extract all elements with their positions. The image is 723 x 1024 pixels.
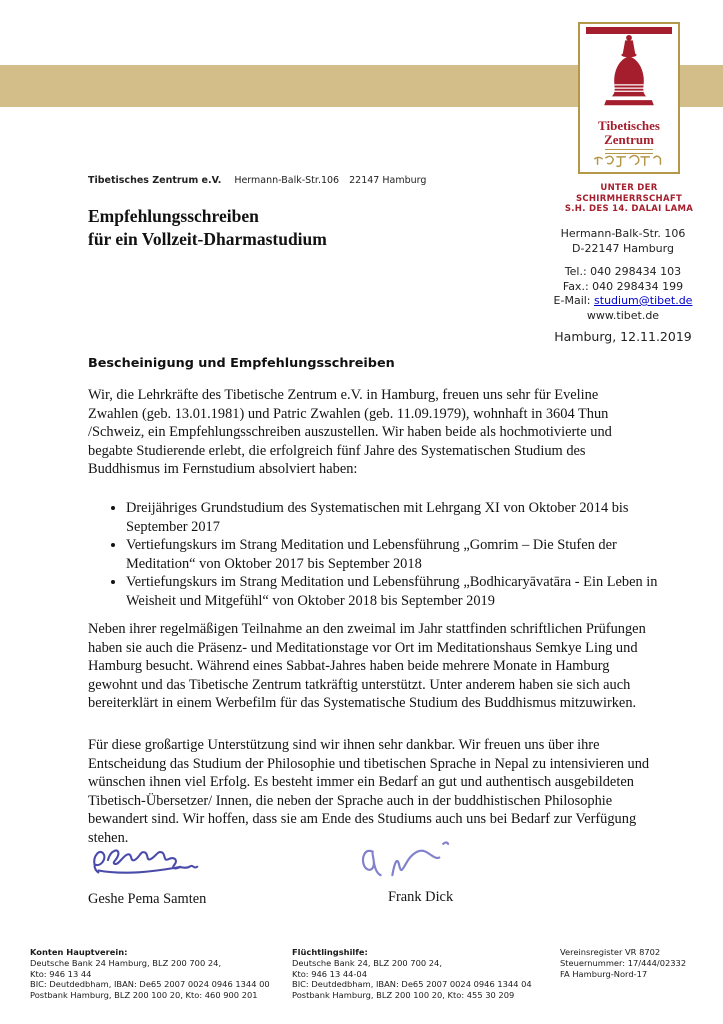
footer-registry-info — [560, 947, 715, 979]
footer-line: BIC: Deutdedbham, IBAN: De65 2007 0024 0946 1344 00 — [30, 979, 270, 990]
tibetan-script-ornament — [592, 154, 666, 169]
logo-org-name-line2: Zentrum — [604, 131, 654, 147]
signature-ink-pema-samten — [84, 842, 204, 880]
footer-accounts-refugee-aid — [292, 947, 547, 1001]
letter-title-line2: für ein Vollzeit-Dharmastudium — [88, 229, 327, 249]
patronage-note — [553, 183, 705, 215]
contact-fax: Fax.: 040 298434 199 — [562, 279, 684, 293]
footer-line: Deutsche Bank 24, BLZ 200 700 24, — [292, 957, 442, 968]
signatory-name: Frank Dick — [388, 889, 454, 905]
email-label: E-Mail: — [553, 294, 591, 307]
course-list-item: • Vertiefungskurs im Strang Meditation und Lebensführung „Gomrim – Die Stufen der Meditation“ von Oktober 2017 bis September 2018 — [126, 536, 666, 573]
footer-line: Kto: 946 13 44-04 — [292, 968, 367, 979]
letter-title-line1: Empfehlungsschreiben — [88, 206, 259, 226]
footer-line: Kto: 946 13 44 — [30, 968, 92, 979]
patronage-line2: SCHIRMHERRSCHAFT — [575, 193, 683, 204]
signatory-name: Geshe Pema Samten — [88, 891, 207, 907]
date-line: Hamburg, 12.11.2019 — [554, 329, 692, 344]
contact-email-row — [536, 294, 710, 309]
footer-line: Vereinsregister VR 8702 — [560, 947, 661, 957]
paragraph-closing: Für diese großartige Unterstützung sind wir ihnen sehr dankbar. Wir freuen uns über ihre Entscheidung das Studium der Philosophie und tibetischen Sprache in Nepal zu intensivieren und wünschen ihnen viel Erfolg. Es besteht immer ein Bedarf an gut und authentisch ausgebildeten Tibetisch-Übersetzer/ Innen, die neben der Sprache auch in der buddhistischen Philosophie bewandert sind. Wir hoffen, dass sie am Ende des Studiums auch uns bei Bedarf zur Verfügung stehen. — [88, 737, 650, 846]
footer-line: Steuernummer: 17/444/02332 — [560, 957, 687, 968]
logo-org-name — [598, 119, 660, 146]
email-link[interactable]: studium@tibet.de — [594, 294, 693, 307]
sender-return-address — [88, 175, 426, 186]
contact-tel: Tel.: 040 298434 103 — [564, 265, 682, 278]
signature-right — [356, 838, 461, 906]
stupa-bell-icon — [597, 34, 661, 118]
footer-line: Deutsche Bank 24 Hamburg, BLZ 200 700 24, — [30, 957, 222, 968]
letter-subject: Bescheinigung und Empfehlungsschreiben — [88, 356, 395, 371]
paragraph-participation: Neben ihrer regelmäßigen Teilnahme an den zweimal im Jahr stattfinden schriftlichen Prüfungen haben sie auch die Präsenz- und Meditationstage vor Ort im Meditationshaus Semkye Ling und Hamburg besucht. Während eines Sabbat-Jahres haben beide mehrere Monate in Hamburg gewohnt und das Tibetische Zentrum tatkräftig unterstützt. Unter anderem haben sie sich auch bereiterklärt in einem Werbefilm für das Systematische Studium des Buddhismus mitzuwirken. — [88, 621, 646, 711]
signature-ink-frank-dick — [356, 838, 461, 882]
contact-block — [536, 227, 710, 345]
patronage-line3: S.H. DES 14. DALAI LAMA — [564, 204, 694, 214]
footer-heading: Flüchtlingshilfe: — [292, 947, 368, 957]
footer-line: Postbank Hamburg, BLZ 200 100 20, Kto: 455 30 209 — [292, 990, 515, 1001]
spacer — [536, 256, 710, 265]
footer-line: FA Hamburg-Nord-17 — [560, 968, 648, 979]
paragraph-intro: Wir, die Lehrkräfte des Tibetische Zentrum e.V. in Hamburg, freuen uns sehr für Eveline Zwahlen (geb. 13.01.1981) und Patric Zwahlen (geb. 11.09.1979), wohnhaft in 3604 Thun /Schweiz, ein Empfehlungsschreiben auszustellen. Wir haben beide als hochmotivierte und begabte Studierende erlebt, die erfolgreich fünf Jahre des Systematischen Studium des Buddhismus im Fernstudium absolviert haben: — [88, 387, 612, 477]
sender-city: 22147 Hamburg — [349, 175, 427, 186]
footer-heading: Konten Hauptverein: — [30, 947, 128, 957]
letter-title — [88, 205, 327, 251]
logo-org-name-line1: Tibetisches — [598, 118, 660, 133]
sender-org: Tibetisches Zentrum e.V. — [88, 175, 222, 186]
contact-city: D-22147 Hamburg — [572, 241, 674, 255]
contact-web: www.tibet.de — [586, 308, 660, 322]
course-list-item: • Dreijähriges Grundstudium des Systematischen mit Lehrgang XI von Oktober 2014 bis September 2017 — [126, 499, 666, 536]
footer-accounts-main — [30, 947, 285, 1001]
course-list — [104, 499, 666, 610]
patronage-line1: UNTER DER — [600, 183, 658, 193]
sender-street: Hermann-Balk-Str.106 — [234, 175, 340, 186]
signature-left — [84, 842, 206, 908]
org-logo — [578, 22, 680, 174]
contact-street: Hermann-Balk-Str. 106 — [560, 227, 686, 240]
course-list-item: • Vertiefungskurs im Strang Meditation und Lebensführung „Bodhicaryāvatāra - Ein Leben in Weisheit und Mitgefühl“ von Oktober 2018 bis September 2019 — [126, 573, 666, 610]
logo-top-bar — [586, 27, 672, 34]
footer-line: Postbank Hamburg, BLZ 200 100 20, Kto: 460 900 201 — [30, 990, 258, 1001]
footer-line: BIC: Deutdedbham, IBAN: De65 2007 0024 0946 1344 04 — [292, 979, 532, 990]
